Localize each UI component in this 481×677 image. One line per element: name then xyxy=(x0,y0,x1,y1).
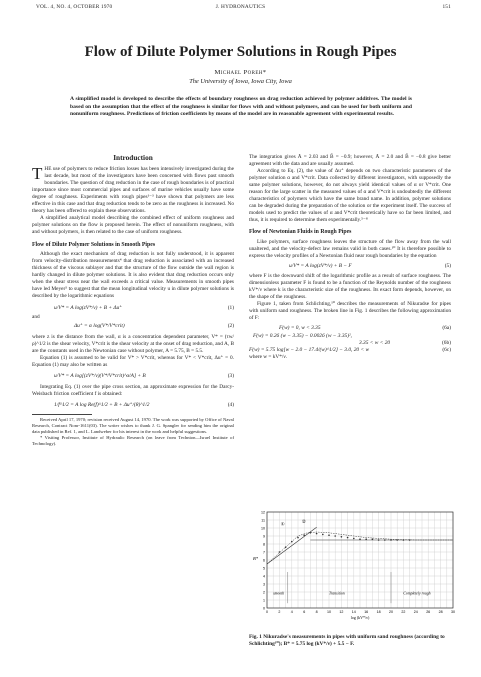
x-tick-label: 20 xyxy=(389,610,393,614)
data-marker xyxy=(341,536,343,538)
x-tick-label: 10 xyxy=(327,610,331,614)
equation-2: Δu⁺ = α log(V*/V*crit) (2) xyxy=(74,322,234,329)
data-marker xyxy=(390,539,392,541)
footnote-author: * Visiting Professor, Institute of Hydraulic Research (on leave from Technion—Israel Institute of Technology). xyxy=(32,434,234,446)
conjunction-and: and xyxy=(32,313,40,320)
x-tick-label: 26 xyxy=(426,610,431,614)
data-marker xyxy=(372,538,374,540)
data-marker xyxy=(316,533,318,535)
data-marker xyxy=(347,537,349,539)
x-tick-label: 22 xyxy=(401,610,406,614)
figure-1 xyxy=(249,508,459,630)
y-tick-label: 5 xyxy=(263,566,265,571)
smooth-paragraph-2: where z is the distance from the wall, α is a concentration dependent parameter, V* = (τw/ρ)^1/2 is the shear velocity, V*crit is the shear velocity at the onset of drag reduction, and A, B are the constants used in the Newtonian case without polymer, A = 5.75, B = 5.5. xyxy=(32,334,234,355)
y-tick-label: 1 xyxy=(263,598,265,603)
right-paragraph-2: According to Eq. (2), the value of Δu⁺ depends on two characteristic parameters of the polymer solution α and V*crit. Data collected by different investigators, with supposedly the same polymer solutions, however, do not always yield identical values of α or V*crit. One reason for the large scatter in the measured values of α and V*crit is undoubtedly the different characteristics of polymers which have the same brand name. In addition, polymer solutions can be degraded during the preparation of the solution or the experiment itself. The success of models used to predict the values of α and V*crit theoretically have so far been limited, and thus, it is required to determine them experimentally.⁵⁻⁸ xyxy=(249,168,451,224)
data-marker xyxy=(334,535,336,537)
y-tick-label: 8 xyxy=(263,542,265,547)
equation-6b: F(w) = 0.26 (w − 3.35) − 0.0026 (w − 3.35)², xyxy=(253,333,352,340)
heading-smooth-pipes: Flow of Dilute Polymer Solutions in Smooth Pipes xyxy=(32,241,156,248)
data-marker xyxy=(403,539,405,541)
data-marker xyxy=(322,534,324,536)
data-marker xyxy=(409,539,411,541)
paper-title: Flow of Dilute Polymer Solutions in Rough Pipes xyxy=(84,44,397,60)
data-marker xyxy=(396,539,398,541)
running-header-journal: J. HYDRONAUTICS xyxy=(215,4,266,10)
x-tick-label: 4 xyxy=(290,610,293,614)
figure-1-caption-text: Nikuradse's measurements in pipes with uniform sand roughness (according to Schlichting¹⁰); B* = 5.75 log (kV*/ν) + 5.5 − F. xyxy=(249,634,445,647)
equation-5: u/V* = A log(zV*/ν) + B − F (5) xyxy=(289,262,451,269)
equation-4: 1/f^1/2 = A log Re(f)^1/2 + B + Δu⁺/(8)^1/2 (4) xyxy=(54,402,234,409)
smooth-paragraph-4: Integrating Eq. (1) over the pipe cross section, an approximate expression for the Darcy-Weisbach friction coefficient f is obtained: xyxy=(32,384,234,398)
y-tick-label: 4 xyxy=(263,574,265,579)
heading-introduction: Introduction xyxy=(113,153,153,162)
dropcap: T xyxy=(32,164,43,184)
y-tick-label: 12 xyxy=(261,510,265,515)
y-tick-label: 2 xyxy=(263,590,265,595)
data-marker xyxy=(291,541,293,543)
data-marker xyxy=(285,546,287,548)
equation-6b-condition: 3.35 < w < 20 (6b) xyxy=(359,340,451,347)
right-paragraph-5: Figure 1, taken from Schlichting,¹⁰ describes the measurements of Nikuradse for pipes with uniform sand roughness. The broken line in Fig. 1 describes the following approximation of F: xyxy=(249,300,451,321)
x-axis-label: log (kV*/ν) xyxy=(350,615,370,620)
footnote-received: Received April 17, 1970; revision received August 14, 1970. The work was supported by Office of Naval Research, Contract Nonr-1611(03). The writer wishes to thank J. G. Spangler for sending him the original data published in Ref. 1, and L. Landweber for his interest in the work and helpful suggestions. xyxy=(32,417,234,434)
y-tick-label: 11 xyxy=(261,518,265,523)
author-affiliation: The University of Iowa, Iowa City, Iowa xyxy=(189,78,292,85)
data-marker xyxy=(384,539,386,541)
x-tick-label: 30 xyxy=(451,610,455,614)
equation-6c: F(w) = 5.75 log[w − 2.0 − 17.4/(w)^1/2] − 3.0, 20 < w (6c) xyxy=(249,347,451,354)
x-tick-label: 12 xyxy=(339,610,344,614)
x-tick-label: 14 xyxy=(351,610,356,614)
x-tick-label: 8 xyxy=(315,610,318,614)
y-axis-label: B* xyxy=(253,556,258,561)
data-marker xyxy=(359,538,361,540)
equation-3: u/V* = A log[(zV*/ν)(V*/V*crit)^α/A] + B (3) xyxy=(54,373,234,380)
smooth-paragraph-1: Although the exact mechanism of drag reduction is not fully understood, it is apparent from velocity-distribution measurements⁴ that drag reduction is associated with an increased thickness of the viscous sublayer and that the structure of the flow outside the wall region is hardly changed in dilute polymer solutions. It is also evident that drag reduction occurs only when the shear stress near the wall exceeds a critical value. Measurements in smooth pipes have led Meyer⁵ to suggest that the mean longitudinal velocity u in dilute polymer solutions is described by the logarithmic equations xyxy=(32,250,234,299)
data-marker xyxy=(353,538,355,540)
page-number: 151 xyxy=(442,4,451,10)
x-tick-label: 16 xyxy=(364,610,369,614)
right-paragraph-1: The integration gives Ā = 2.03 and B̄ = −0.9; however, Ā = 2.0 and B̄ = −0.8 give better agreement with the data and are usually assumed. xyxy=(249,154,451,168)
region-label-transition: Transition xyxy=(329,591,345,596)
figure-1-plot xyxy=(249,508,459,630)
right-column xyxy=(249,154,451,361)
x-tick-label: 28 xyxy=(438,610,443,614)
intro-paragraph-1: THE use of polymers to reduce friction losses has been intensively investigated during the last decade, but most of the investigators have been concerned with flows past smooth boundaries. The question of drag reduction in the case of rough boundaries is of practical importance since most commercial pipes and surfaces of marine vehicles usually have some degree of roughness. Experiments with rough pipes¹⁻³ have shown that polymers are less effective in this case and that drag reduction tends to be zero as the roughness is increased. No theory has been offered to explain these observations. xyxy=(32,164,234,215)
right-paragraph-3: Like polymers, surface roughness leaves the structure of the flow away from the wall unaltered, and the velocity-defect law remains valid in both cases.¹⁰ It is therefore possible to express the velocity profiles of a Newtonian fluid near rough boundaries by the equation xyxy=(249,238,451,259)
circled-label: ① xyxy=(280,522,285,528)
y-tick-label: 6 xyxy=(263,558,265,563)
abstract: A simplified model is developed to describe the effects of boundary roughness on drag reduction achieved by polymer additives. The model is based on the assumption that the effect of the roughness is similar for flows with and without polymers, and can be used for both uniform and nonuniform roughness. Predictions of friction coefficients by means of the model are in reasonable agreement with experimental results. xyxy=(70,96,412,118)
data-marker xyxy=(297,537,299,539)
equation-6a: F(w) = 0, w < 3.35 (6a) xyxy=(279,325,451,332)
author-name: Michael Poreh* xyxy=(214,69,267,76)
equation-1: u/V* = A log(zV*/ν) + B + Δu⁺ (1) xyxy=(54,304,234,311)
y-tick-label: 3 xyxy=(263,582,265,587)
right-paragraph-4: where F is the downward shift of the logarithmic profile as a result of surface roughness. The dimensionless parameter F is found to be a function of the Reynolds number of the roughness kV*/ν where k is the characteristic size of the roughness. Its exact form depends, however, on the shape of the roughness. xyxy=(249,272,451,300)
figure-1-label: Fig. 1 xyxy=(249,634,262,640)
figure-1-caption xyxy=(249,634,454,648)
data-marker xyxy=(303,534,305,536)
x-tick-label: 24 xyxy=(413,610,418,614)
x-tick-label: 6 xyxy=(303,610,306,614)
smooth-paragraph-3: Equation (1) is assumed to be valid for V* > V*crit, whereas for V* < V*crit, Δu⁺ = 0. Equation (1) may also be written as xyxy=(32,355,234,369)
x-tick-label: 2 xyxy=(278,610,281,614)
footnote-rule xyxy=(32,414,92,415)
running-header-volume: VOL. 4, NO. 4, OCTOBER 1970 xyxy=(36,4,113,10)
x-tick-label: 0 xyxy=(266,610,268,614)
x-tick-label: 18 xyxy=(376,610,381,614)
y-tick-label: 0 xyxy=(263,606,265,611)
heading-newtonian-rough: Flow of Newtonian Fluids in Rough Pipes xyxy=(249,229,352,236)
region-label-rough: Completely rough xyxy=(403,591,431,596)
y-tick-label: 9 xyxy=(263,534,265,539)
right-paragraph-6: where w = kV*/ν. xyxy=(249,354,288,361)
region-label-smooth: smooth xyxy=(273,591,285,596)
y-tick-label: 7 xyxy=(263,550,265,555)
circled-label: ② xyxy=(301,520,306,526)
y-tick-label: 10 xyxy=(261,526,265,531)
data-marker xyxy=(279,551,281,553)
data-marker xyxy=(378,539,380,541)
intro-paragraph-2: A simplified analytical model describing the combined effect of uniform roughness and polymer solutions on the flow is proposed herein. The effect of nonuniform roughness, with and without polymers, is then related to the case of uniform roughness. xyxy=(32,215,234,236)
data-marker xyxy=(328,534,330,536)
left-column xyxy=(32,154,234,447)
data-marker xyxy=(365,538,367,540)
data-marker xyxy=(310,532,312,534)
